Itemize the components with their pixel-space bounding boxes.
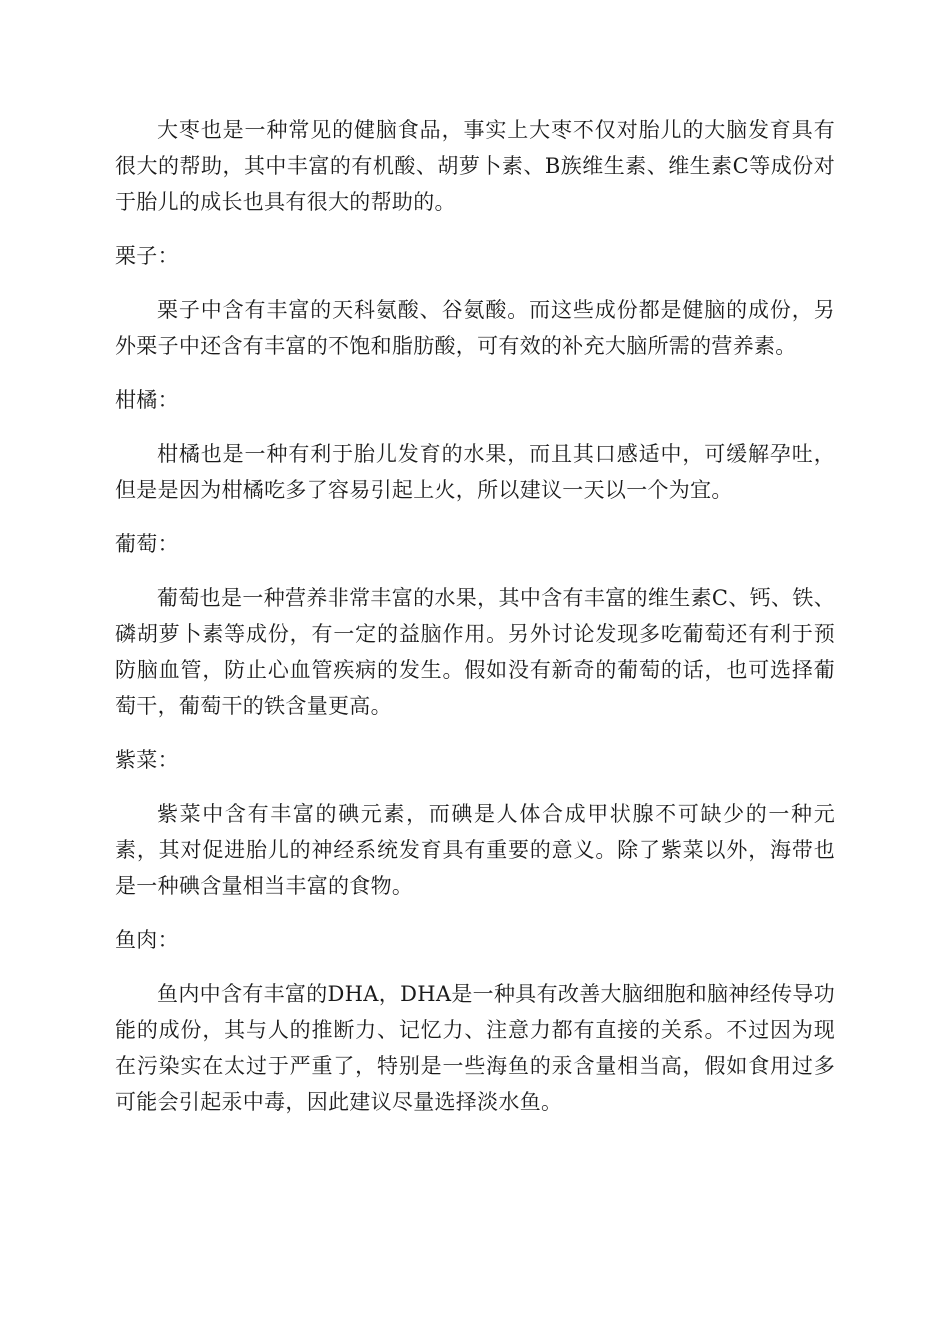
- paragraph-chestnut: 栗子中含有丰富的天科氨酸、谷氨酸。而这些成份都是健脑的成份，另外栗子中还含有丰富的不饱和脂肪酸，可有效的补充大脑所需的营养素。: [115, 298, 835, 358]
- paragraph-seaweed: 紫菜中含有丰富的碘元素，而碘是人体合成甲状腺不可缺少的一种元素，其对促进胎儿的神经系统发育具有重要的意义。除了紫菜以外，海带也是一种碘含量相当丰富的食物。: [115, 802, 835, 898]
- heading-grape: 葡萄：: [115, 532, 179, 556]
- paragraph-jujube: 大枣也是一种常见的健脑食品，事实上大枣不仅对胎儿的大脑发育具有很大的帮助，其中丰富的有机酸、胡萝卜素、B族维生素、维生素C等成份对于胎儿的成长也具有很大的帮助的。: [115, 118, 835, 214]
- heading-fish: 鱼肉：: [115, 928, 179, 952]
- heading-citrus: 柑橘：: [115, 388, 179, 412]
- paragraph-grape: 葡萄也是一种营养非常丰富的水果，其中含有丰富的维生素C、钙、铁、磷胡萝卜素等成份，有一定的益脑作用。另外讨论发现多吃葡萄还有利于预防脑血管，防止心血管疾病的发生。假如没有新奇的葡萄的话，也可选择葡萄干，葡萄干的铁含量更高。: [115, 586, 835, 718]
- heading-chestnut: 栗子：: [115, 244, 179, 268]
- document-page: [115, 112, 835, 1138]
- paragraph-fish: 鱼内中含有丰富的DHA，DHA是一种具有改善大脑细胞和脑神经传导功能的成份，其与人的推断力、记忆力、注意力都有直接的关系。不过因为现在污染实在太过于严重了，特别是一些海鱼的汞含量相当高，假如食用过多可能会引起汞中毒，因此建议尽量选择淡水鱼。: [115, 982, 835, 1114]
- heading-seaweed: 紫菜：: [115, 748, 179, 772]
- paragraph-citrus: 柑橘也是一种有利于胎儿发育的水果，而且其口感适中，可缓解孕吐，但是是因为柑橘吃多了容易引起上火，所以建议一天以一个为宜。: [115, 442, 835, 502]
